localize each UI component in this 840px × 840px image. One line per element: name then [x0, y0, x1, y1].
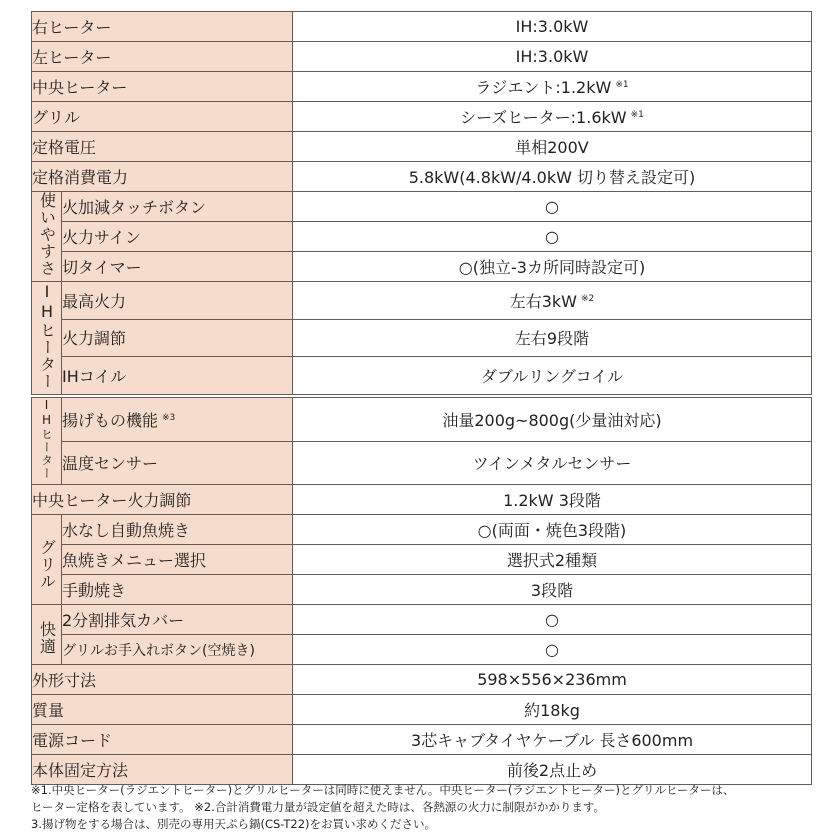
- table-row: [32, 545, 812, 575]
- footnote-mark: ※3: [162, 412, 176, 423]
- row-value: IH:3.0kW: [293, 12, 812, 42]
- footnote-mark: ※2: [581, 293, 595, 304]
- row-value: 598×556×236mm: [293, 665, 812, 695]
- group-text: IHヒーター: [39, 398, 54, 480]
- value-text: 左右3kW: [509, 291, 577, 311]
- table-row: [32, 485, 812, 515]
- row-label: 定格電圧: [32, 132, 293, 162]
- table-row: [32, 725, 812, 755]
- footnote-line: ※1.中央ヒーター(ラジエントヒーター)とグリルヒーターは同時に使えません。中央ヒーター(ラジエントヒーター)とグリルヒーターは、: [31, 783, 735, 797]
- row-label: 右ヒーター: [32, 12, 293, 42]
- value-text: シーズヒーター:1.6kW: [460, 108, 627, 127]
- row-value: 1.2kW 3段階: [293, 485, 812, 515]
- footnote-mark: ※1: [615, 80, 629, 90]
- group-text: 快適: [37, 620, 57, 655]
- row-label: 手動焼き: [62, 575, 293, 605]
- row-value: 左右9段階: [293, 319, 812, 357]
- row-label: 中央ヒーター火力調節: [32, 485, 293, 515]
- group-label: [32, 515, 62, 605]
- table-row: [32, 319, 812, 357]
- label-text: 揚げもの機能: [62, 410, 159, 430]
- row-value: ○: [293, 635, 812, 665]
- footnotes: [31, 782, 831, 833]
- table-row: [32, 665, 812, 695]
- row-label: 電源コード: [32, 725, 293, 755]
- group-label: [32, 282, 62, 395]
- spec-table-1: [31, 11, 812, 395]
- row-label: 定格消費電力: [32, 162, 293, 192]
- row-label: 外形寸法: [32, 665, 293, 695]
- row-value: 単相200V: [293, 132, 812, 162]
- footnote-mark: ※1: [630, 110, 644, 120]
- row-value: [293, 72, 812, 102]
- group-text: IHヒーター: [37, 282, 57, 390]
- row-label: 最高火力: [62, 282, 293, 320]
- row-label: 左ヒーター: [32, 42, 293, 72]
- table-row: [32, 162, 812, 192]
- table-row: [32, 575, 812, 605]
- table-row: [32, 605, 812, 635]
- row-value: 5.8kW(4.8kW/4.0kW 切り替え設定可): [293, 162, 812, 192]
- row-value: [293, 282, 812, 320]
- row-value: ○: [293, 605, 812, 635]
- table-row: [32, 282, 812, 320]
- table-row: [32, 42, 812, 72]
- row-value: ○: [293, 192, 812, 222]
- row-label: 温度センサー: [62, 441, 293, 485]
- table-row: [32, 635, 812, 665]
- row-value: 油量200g~800g(少量油対応): [293, 398, 812, 442]
- group-text: グリル: [37, 539, 57, 590]
- footnote-line: 3.揚げ物をする場合は、別売の専用天ぷら鍋(CS-T22)をお買い求めください。: [31, 817, 437, 831]
- table-row: [32, 357, 812, 395]
- row-value: ○(独立-3カ所同時設定可): [293, 252, 812, 282]
- table-row: [32, 695, 812, 725]
- row-value: IH:3.0kW: [293, 42, 812, 72]
- row-label: 水なし自動魚焼き: [62, 515, 293, 545]
- row-label: IHコイル: [62, 357, 293, 395]
- row-value: ○(両面・焼色3段階): [293, 515, 812, 545]
- row-value: 前後2点止め: [293, 755, 812, 785]
- spec-table-2: [31, 397, 812, 785]
- group-label: [32, 398, 62, 485]
- row-label: 2分割排気カバー: [62, 605, 293, 635]
- row-label: 切タイマー: [62, 252, 293, 282]
- table-row: [32, 398, 812, 442]
- row-label: 火加減タッチボタン: [62, 192, 293, 222]
- table-row: [32, 102, 812, 132]
- row-value: ダブルリングコイル: [293, 357, 812, 395]
- footnote-line: ヒーター定格を表しています。 ※2.合計消費電力量が設定値を超えた時は、各熱源の火力に制限がかかります。: [31, 800, 605, 814]
- group-text: 使いやすさ: [37, 192, 57, 277]
- group-label: [32, 192, 62, 282]
- table-row: [32, 222, 812, 252]
- row-value: 3段階: [293, 575, 812, 605]
- row-value: 選択式2種類: [293, 545, 812, 575]
- row-label: グリル: [32, 102, 293, 132]
- table-row: [32, 441, 812, 485]
- row-label: グリルお手入れボタン(空焼き): [62, 635, 293, 665]
- table-row: [32, 192, 812, 222]
- table-row: [32, 515, 812, 545]
- table-row: [32, 755, 812, 785]
- table-row: [32, 252, 812, 282]
- row-value: 3芯キャブタイヤケーブル 長さ600mm: [293, 725, 812, 755]
- row-value: 約18kg: [293, 695, 812, 725]
- row-value: ○: [293, 222, 812, 252]
- row-label: 魚焼きメニュー選択: [62, 545, 293, 575]
- value-text: ラジエント:1.2kW: [475, 78, 612, 97]
- group-label: [32, 605, 62, 665]
- row-label: 質量: [32, 695, 293, 725]
- row-label: 中央ヒーター: [32, 72, 293, 102]
- row-value: ツインメタルセンサー: [293, 441, 812, 485]
- row-label: 火力サイン: [62, 222, 293, 252]
- row-value: [293, 102, 812, 132]
- row-label: 火力調節: [62, 319, 293, 357]
- table-row: [32, 12, 812, 42]
- table-row: [32, 132, 812, 162]
- row-label: 本体固定方法: [32, 755, 293, 785]
- table-row: [32, 72, 812, 102]
- row-label: [62, 398, 293, 442]
